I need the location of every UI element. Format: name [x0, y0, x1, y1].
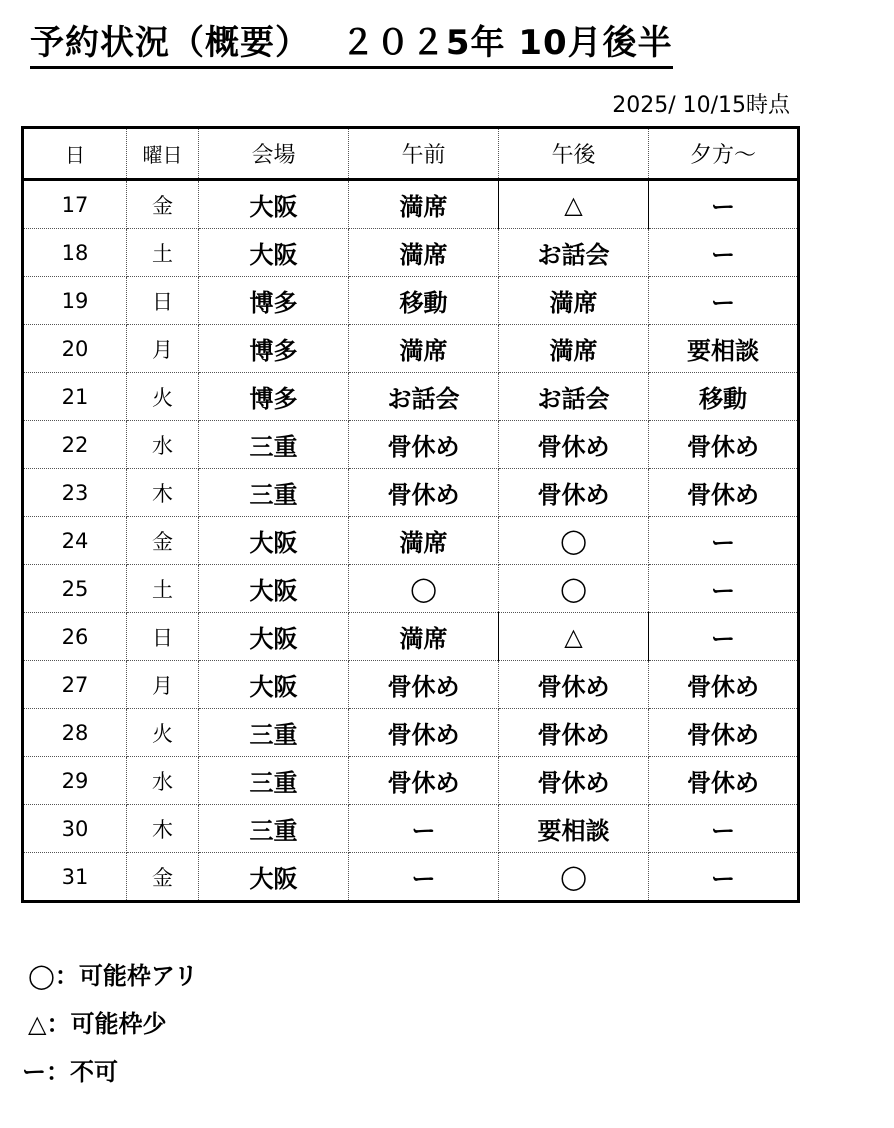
weekday-cell: 月 — [127, 325, 199, 373]
morning-cell: ◯ — [349, 565, 499, 613]
table-row — [23, 421, 799, 469]
morning-cell: 満席 — [349, 180, 499, 229]
weekday-cell: 金 — [127, 853, 199, 902]
table-row — [23, 709, 799, 757]
venue-cell: 大阪 — [199, 229, 349, 277]
venue-cell: 大阪 — [199, 180, 349, 229]
weekday-cell: 金 — [127, 517, 199, 565]
day-cell: 31 — [23, 853, 127, 902]
weekday-cell: 火 — [127, 709, 199, 757]
venue-cell: 三重 — [199, 421, 349, 469]
legend-unavailable: ー：不可 — [22, 1058, 118, 1086]
evening-cell: 骨休め — [649, 709, 799, 757]
venue-cell: 大阪 — [199, 853, 349, 902]
morning-cell: お話会 — [349, 373, 499, 421]
evening-cell: ー — [649, 277, 799, 325]
afternoon-cell: △ — [499, 613, 649, 661]
evening-cell: 骨休め — [649, 469, 799, 517]
day-cell: 20 — [23, 325, 127, 373]
afternoon-cell: 満席 — [499, 277, 649, 325]
morning-cell: 移動 — [349, 277, 499, 325]
afternoon-cell: お話会 — [499, 373, 649, 421]
afternoon-cell: 骨休め — [499, 469, 649, 517]
col-header-afternoon: 午後 — [499, 128, 649, 180]
table-row — [23, 373, 799, 421]
evening-cell: ー — [649, 613, 799, 661]
evening-cell: ー — [649, 565, 799, 613]
day-cell: 23 — [23, 469, 127, 517]
table-row — [23, 757, 799, 805]
table-row — [23, 180, 799, 229]
afternoon-cell: 骨休め — [499, 661, 649, 709]
venue-cell: 三重 — [199, 469, 349, 517]
legend-limited: △：可能枠少 — [28, 1010, 167, 1038]
venue-cell: 三重 — [199, 805, 349, 853]
weekday-cell: 木 — [127, 805, 199, 853]
morning-cell: 骨休め — [349, 421, 499, 469]
col-header-venue: 会場 — [199, 128, 349, 180]
afternoon-cell: ◯ — [499, 853, 649, 902]
morning-cell: 骨休め — [349, 661, 499, 709]
day-cell: 18 — [23, 229, 127, 277]
venue-cell: 大阪 — [199, 565, 349, 613]
venue-cell: 大阪 — [199, 661, 349, 709]
weekday-cell: 水 — [127, 421, 199, 469]
afternoon-cell: △ — [499, 180, 649, 229]
weekday-cell: 日 — [127, 277, 199, 325]
venue-cell: 大阪 — [199, 517, 349, 565]
weekday-cell: 月 — [127, 661, 199, 709]
morning-cell: ー — [349, 805, 499, 853]
table-row — [23, 325, 799, 373]
weekday-cell: 木 — [127, 469, 199, 517]
table-row — [23, 613, 799, 661]
evening-cell: ー — [649, 853, 799, 902]
col-header-evening: 夕方～ — [649, 128, 799, 180]
evening-cell: 骨休め — [649, 421, 799, 469]
weekday-cell: 日 — [127, 613, 199, 661]
morning-cell: 骨休め — [349, 469, 499, 517]
evening-cell: ー — [649, 517, 799, 565]
morning-cell: 満席 — [349, 517, 499, 565]
table-row — [23, 469, 799, 517]
afternoon-cell: お話会 — [499, 229, 649, 277]
morning-cell: 骨休め — [349, 757, 499, 805]
table-row — [23, 565, 799, 613]
venue-cell: 博多 — [199, 277, 349, 325]
evening-cell: 骨休め — [649, 757, 799, 805]
day-cell: 25 — [23, 565, 127, 613]
afternoon-cell: 満席 — [499, 325, 649, 373]
evening-cell: ー — [649, 229, 799, 277]
venue-cell: 博多 — [199, 373, 349, 421]
morning-cell: 骨休め — [349, 709, 499, 757]
morning-cell: 満席 — [349, 325, 499, 373]
morning-cell: 満席 — [349, 613, 499, 661]
weekday-cell: 火 — [127, 373, 199, 421]
weekday-cell: 金 — [127, 180, 199, 229]
header-row — [23, 128, 799, 180]
day-cell: 22 — [23, 421, 127, 469]
day-cell: 21 — [23, 373, 127, 421]
afternoon-cell: 要相談 — [499, 805, 649, 853]
venue-cell: 三重 — [199, 709, 349, 757]
evening-cell: ー — [649, 180, 799, 229]
day-cell: 24 — [23, 517, 127, 565]
afternoon-cell: 骨休め — [499, 709, 649, 757]
weekday-cell: 水 — [127, 757, 199, 805]
day-cell: 26 — [23, 613, 127, 661]
day-cell: 28 — [23, 709, 127, 757]
legend — [0, 952, 198, 1096]
weekday-cell: 土 — [127, 229, 199, 277]
venue-cell: 三重 — [199, 757, 349, 805]
afternoon-cell: ◯ — [499, 565, 649, 613]
day-cell: 29 — [23, 757, 127, 805]
evening-cell: 移動 — [649, 373, 799, 421]
day-cell: 17 — [23, 180, 127, 229]
legend-available: ◯：可能枠アリ — [28, 962, 198, 990]
day-cell: 19 — [23, 277, 127, 325]
as-of-date: 2025/ 10/15時点 — [612, 93, 790, 118]
table-row — [23, 853, 799, 902]
venue-cell: 大阪 — [199, 613, 349, 661]
table-row — [23, 229, 799, 277]
col-header-morning: 午前 — [349, 128, 499, 180]
evening-cell: 要相談 — [649, 325, 799, 373]
morning-cell: ー — [349, 853, 499, 902]
table-row — [23, 805, 799, 853]
table-row — [23, 277, 799, 325]
reservation-table — [21, 126, 800, 903]
day-cell: 27 — [23, 661, 127, 709]
col-header-weekday: 曜日 — [127, 128, 199, 180]
table-row — [23, 517, 799, 565]
weekday-cell: 土 — [127, 565, 199, 613]
afternoon-cell: 骨休め — [499, 757, 649, 805]
morning-cell: 満席 — [349, 229, 499, 277]
page-title: 予約状況（概要） ２０２5年 10月後半 — [30, 22, 673, 69]
afternoon-cell: ◯ — [499, 517, 649, 565]
table-row — [23, 661, 799, 709]
evening-cell: ー — [649, 805, 799, 853]
day-cell: 30 — [23, 805, 127, 853]
col-header-day: 日 — [23, 128, 127, 180]
afternoon-cell: 骨休め — [499, 421, 649, 469]
evening-cell: 骨休め — [649, 661, 799, 709]
venue-cell: 博多 — [199, 325, 349, 373]
